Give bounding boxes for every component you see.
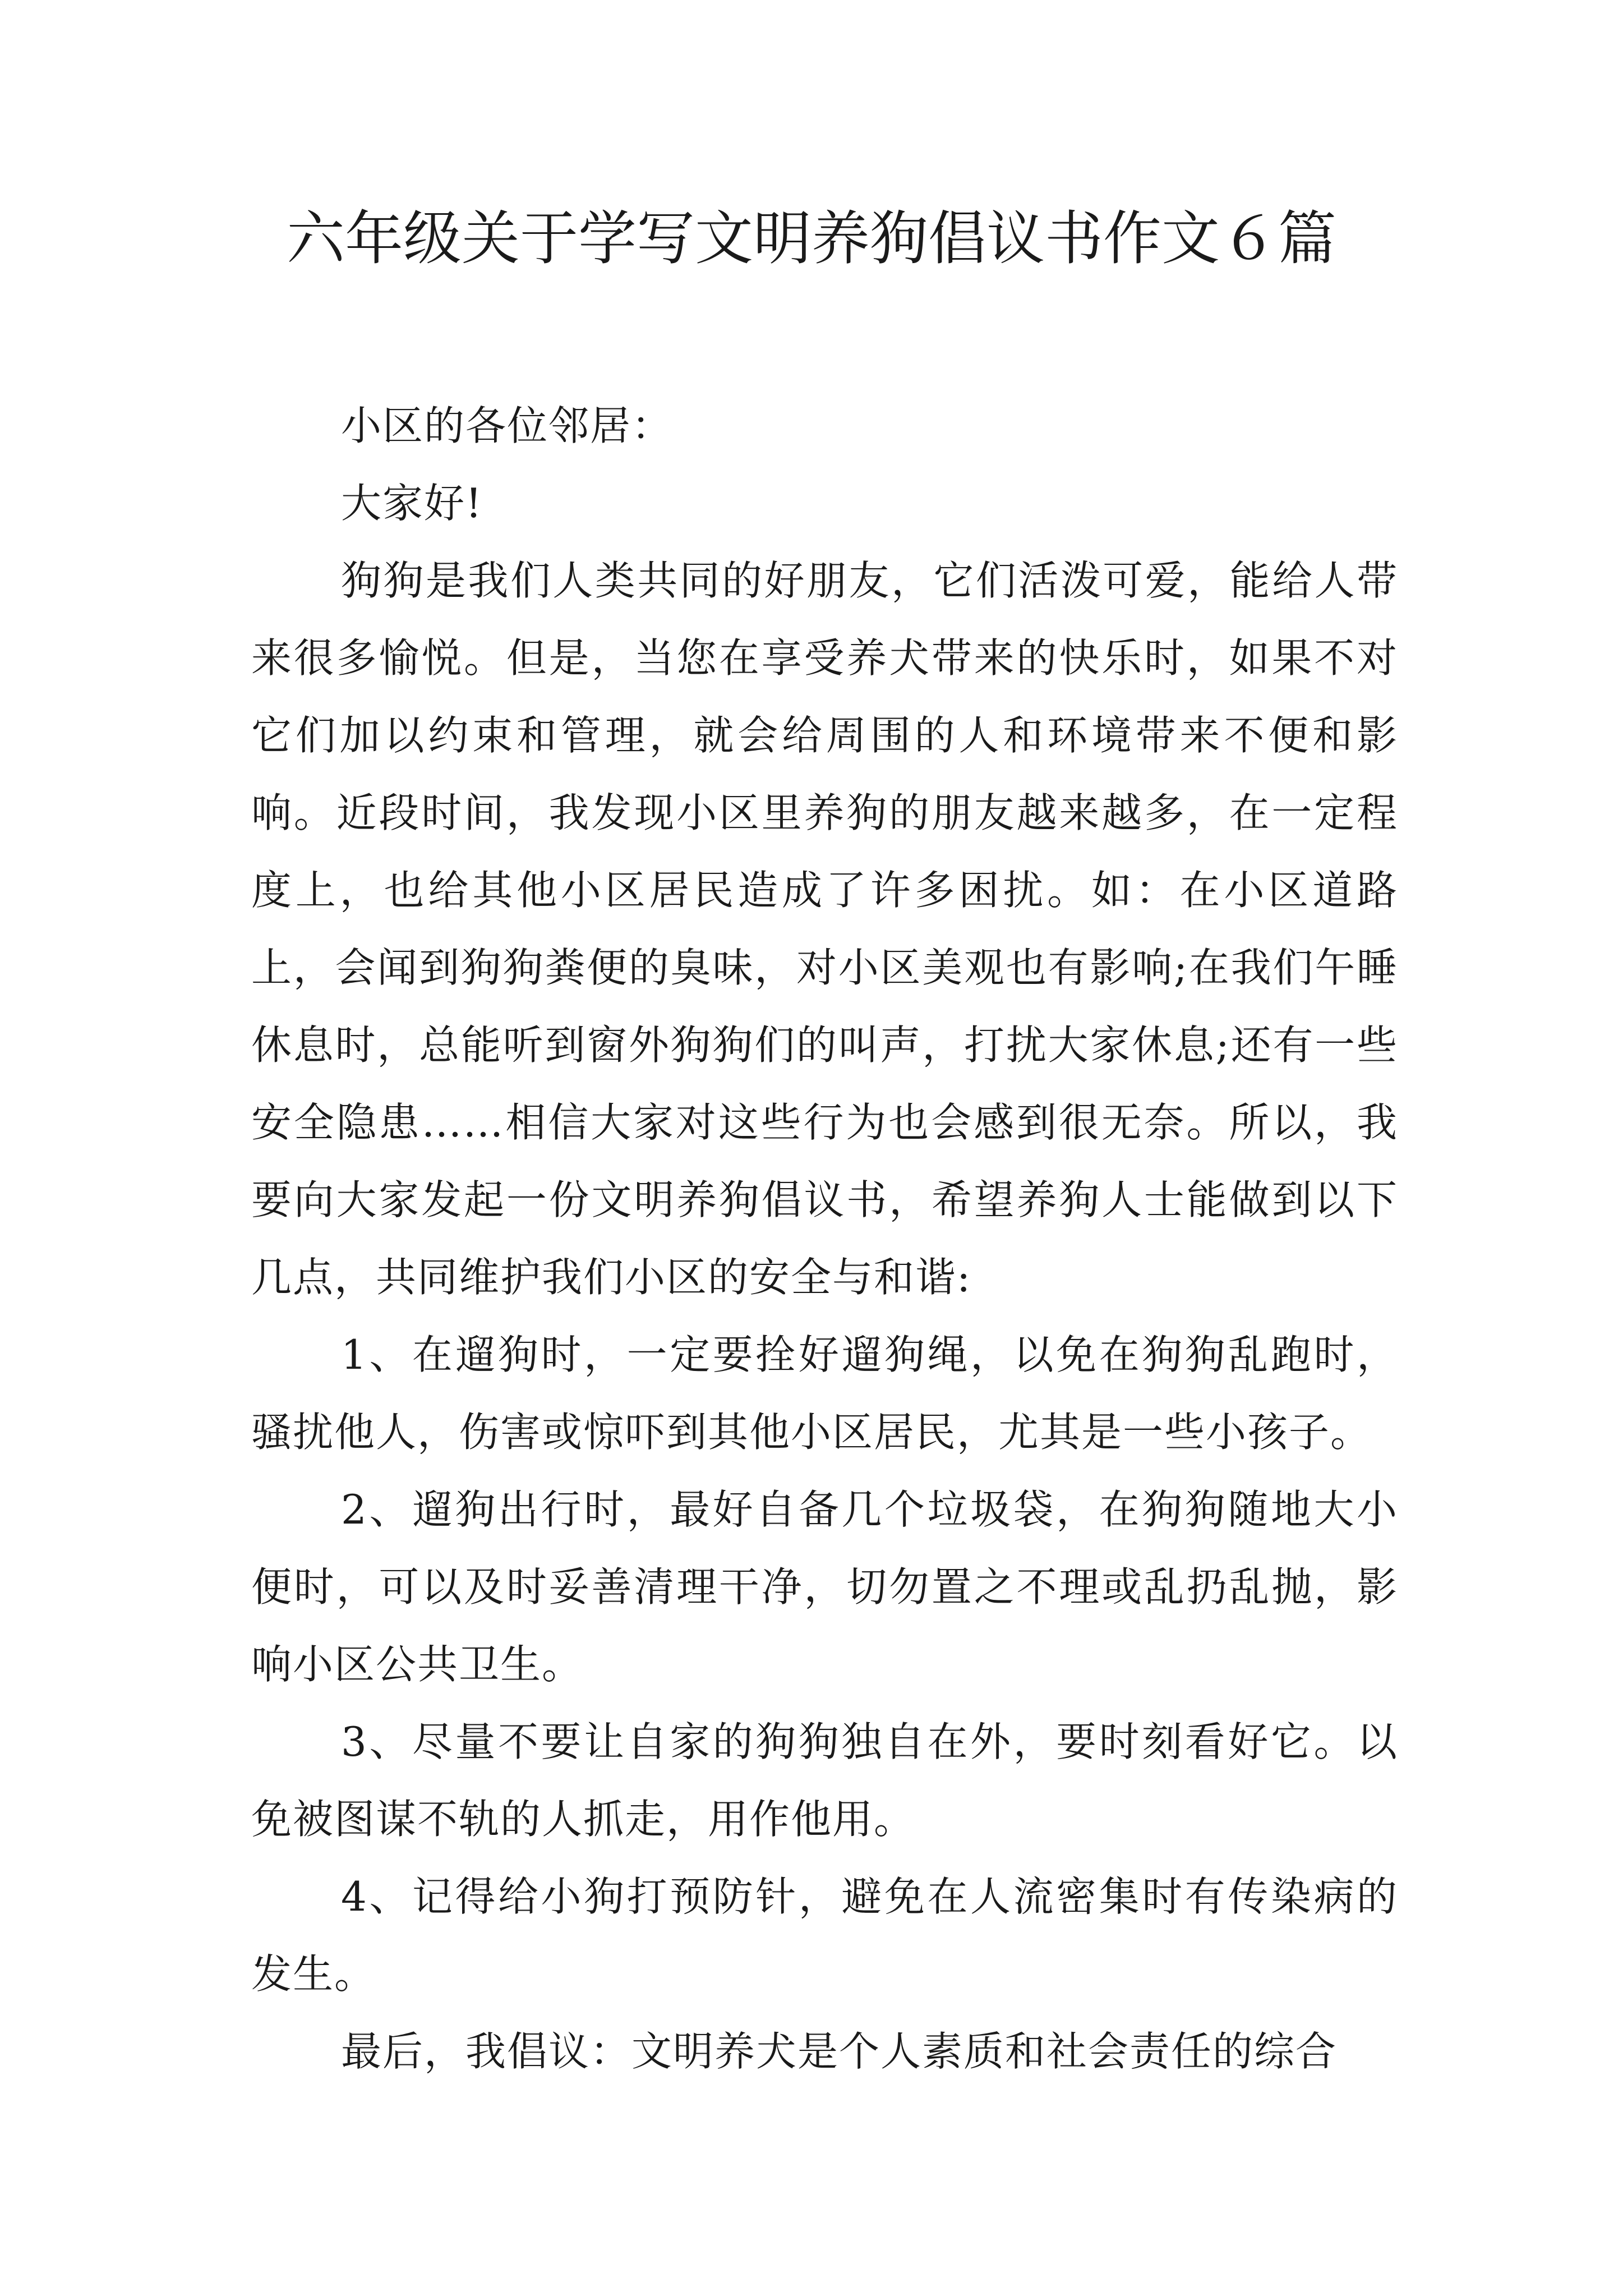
body-paragraph: 狗狗是我们人类共同的好朋友，它们活泼可爱，能给人带来很多愉悦。但是，当您在享受养犬带来的快乐时，如果不对它们加以约束和管理，就会给周围的人和环境带来不便和影响。近段时间，我发现小区里养狗的朋友越来越多，在一定程度上，也给其他小区居民造成了许多困扰。如：在小区道路上，会闻到狗狗粪便的臭味，对小区美观也有影响;在我们午睡休息时，总能听到窗外狗狗们的叫声，打扰大家休息;还有一些安全隐患……相信大家对这些行为也会感到很无奈。所以，我要向大家发起一份文明养狗倡议书，希望养狗人士能做到以下几点，共同维护我们小区的安全与和谐:	[251, 557, 1398, 1301]
closing-paragraph: 最后，我倡议：文明养犬是个人素质和社会责任的综合	[341, 2028, 1338, 2075]
proposal-item-4: 4、记得给小狗打预防针，避免在人流密集时有传染病的发生。	[251, 1873, 1398, 1998]
greeting: 大家好!	[341, 480, 483, 527]
document-body	[251, 387, 1398, 2090]
document-title: 六年级关于学写文明养狗倡议书作文６篇	[286, 204, 1336, 273]
salutation: 小区的各位邻居：	[341, 402, 674, 449]
proposal-item-3: 3、尽量不要让自家的狗狗独自在外，要时刻看好它。以免被图谋不轨的人抓走，用作他用。	[251, 1718, 1398, 1843]
proposal-item-2: 2、遛狗出行时，最好自备几个垃圾袋，在狗狗随地大小便时，可以及时妥善清理干净，切勿置之不理或乱扔乱抛，影响小区公共卫生。	[251, 1486, 1398, 1688]
proposal-item-1: 1、在遛狗时，一定要拴好遛狗绳，以免在狗狗乱跑时，骚扰他人，伤害或惊吓到其他小区居民，尤其是一些小孩子。	[251, 1331, 1398, 1456]
